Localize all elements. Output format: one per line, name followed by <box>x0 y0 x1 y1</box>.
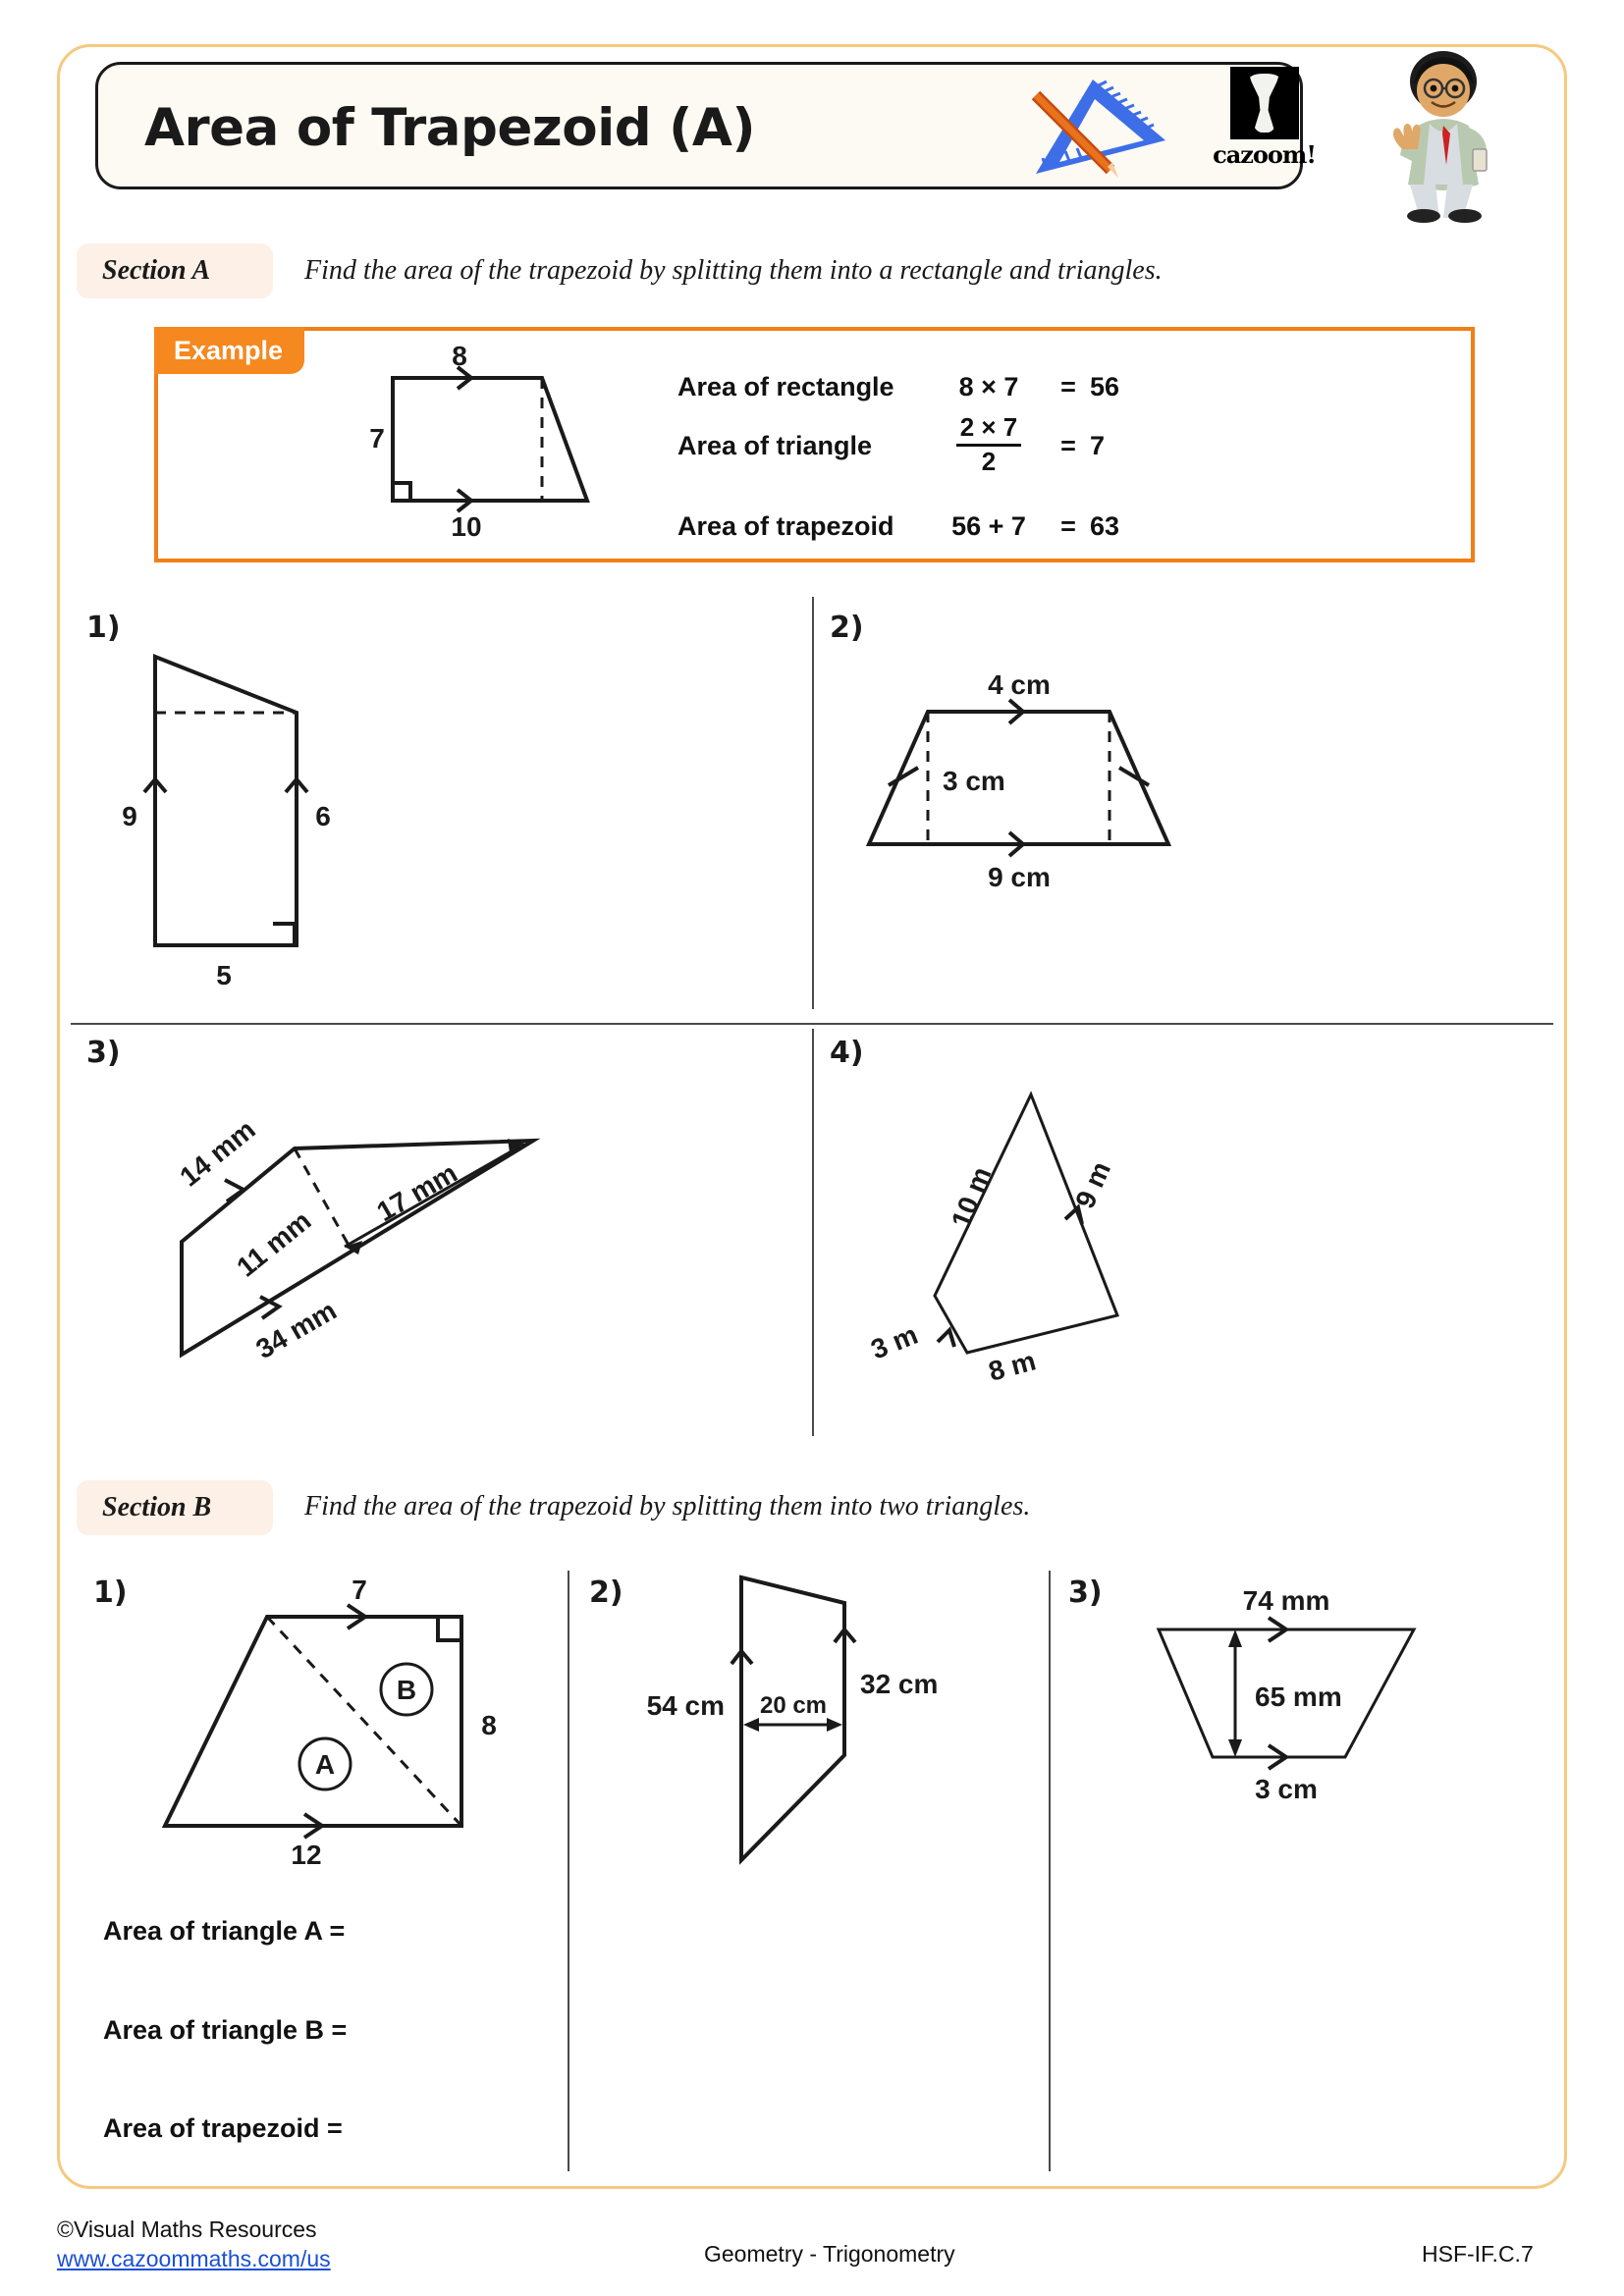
question-b2-right-label: 32 cm <box>860 1669 939 1699</box>
question-b2-shape <box>609 1556 1021 1890</box>
question-a3-label-a: 14 mm <box>174 1113 261 1193</box>
section-b-label: Section B <box>102 1492 212 1522</box>
question-a3-label-b: 11 mm <box>231 1204 317 1283</box>
question-a4-label-a: 10 m <box>945 1162 998 1233</box>
question-b1-bottom-label: 12 <box>291 1840 322 1870</box>
answer-line-trapezoid: Area of trapezoid = <box>103 2113 343 2143</box>
eq-sign-triangle: = <box>1060 430 1076 460</box>
page-title: Area of Trapezoid (A) <box>144 98 756 158</box>
question-b1-shape <box>137 1575 530 1880</box>
question-a1-number: 1) <box>86 611 121 645</box>
eq-fraction-triangle <box>956 414 1022 475</box>
question-a4-label-b: 9 m <box>1069 1156 1117 1213</box>
divider-vertical-b-1 <box>568 1571 569 2171</box>
question-b1-top-label: 7 <box>352 1575 367 1605</box>
section-a-pill <box>77 243 273 298</box>
footer-website-link[interactable]: www.cazoommaths.com/us <box>57 2246 331 2271</box>
eq-label-triangle: Area of triangle <box>677 430 873 460</box>
example-left-label: 7 <box>369 423 385 454</box>
eq-fraction-numerator: 2 × 7 <box>956 414 1022 446</box>
question-a2-height-label: 3 cm <box>943 766 1005 796</box>
section-a-label: Section A <box>102 255 211 286</box>
question-b1-triangle-a-label: A <box>314 1749 336 1780</box>
example-equations <box>677 363 1227 550</box>
question-b3-height-label: 65 mm <box>1255 1682 1342 1712</box>
question-b3-bottom-label: 3 cm <box>1255 1774 1318 1804</box>
question-b2-left-label: 54 cm <box>646 1690 725 1721</box>
eq-value-triangle: 7 <box>1090 430 1106 460</box>
footer-topic: Geometry - Trigonometry <box>704 2241 955 2267</box>
eq-value-rectangle: 56 <box>1090 371 1120 401</box>
question-a2-number: 2) <box>830 611 864 645</box>
equation-row-trapezoid <box>677 503 1227 550</box>
question-a2-bottom-label: 9 cm <box>988 862 1051 892</box>
section-b-pill <box>77 1480 273 1535</box>
question-a4-label-d: 8 m <box>985 1345 1040 1387</box>
question-a1-bottom-label: 5 <box>216 960 232 990</box>
divider-horizontal-a <box>71 1023 1553 1025</box>
question-a3-number: 3) <box>86 1036 121 1070</box>
question-a1-shape <box>108 643 422 996</box>
eq-sign-trapezoid: = <box>1060 510 1076 541</box>
eq-value-trapezoid: 63 <box>1090 510 1120 541</box>
eq-label-rectangle: Area of rectangle <box>677 371 894 401</box>
divider-vertical-a-top <box>812 597 814 1009</box>
equation-row-rectangle <box>677 363 1227 410</box>
eq-expr-trapezoid: 56 + 7 <box>951 510 1026 541</box>
question-a3-shape <box>93 1070 584 1394</box>
question-b3-shape <box>1100 1561 1512 1855</box>
question-a3-label-d: 34 mm <box>250 1294 342 1365</box>
eq-fraction-denominator: 2 <box>981 446 997 476</box>
student-mascot-icon <box>1375 39 1512 226</box>
footer-copyright-block <box>57 2216 331 2272</box>
answer-line-triangle-a: Area of triangle A = <box>103 1916 346 1946</box>
question-a2-shape <box>844 653 1257 947</box>
footer-standard-code: HSF-IF.C.7 <box>1422 2241 1534 2267</box>
answer-line-triangle-b: Area of triangle B = <box>103 2015 348 2045</box>
divider-vertical-a-bottom <box>812 1029 814 1436</box>
example-shape <box>363 341 658 550</box>
question-b1-number: 1) <box>93 1575 128 1610</box>
cazoom-logo <box>1213 67 1316 183</box>
question-b2-number: 2) <box>589 1575 623 1610</box>
question-a4-label-c: 3 m <box>866 1318 922 1365</box>
question-b2-width-label: 20 cm <box>759 1692 828 1719</box>
question-b1-triangle-b-label: B <box>396 1675 417 1705</box>
question-b1-right-label: 8 <box>481 1710 497 1740</box>
question-a1-right-label: 6 <box>315 801 331 831</box>
setsquare-pencil-icon <box>1016 74 1173 182</box>
section-a-instruction: Find the area of the trapezoid by splitting them into a rectangle and triangles. <box>304 255 1163 286</box>
cazoom-wordmark: cazoom! <box>1213 140 1316 169</box>
question-a2-top-label: 4 cm <box>988 669 1051 700</box>
example-tag <box>154 327 304 374</box>
eq-label-trapezoid: Area of trapezoid <box>677 510 894 541</box>
eq-sign-rectangle: = <box>1060 371 1076 401</box>
question-b3-top-label: 74 mm <box>1242 1585 1330 1616</box>
section-b-instruction: Find the area of the trapezoid by splitting them into two triangles. <box>304 1491 1031 1522</box>
question-a4-shape <box>844 1065 1237 1399</box>
question-a4-number: 4) <box>830 1036 864 1070</box>
footer-copyright: ©Visual Maths Resources <box>57 2216 317 2242</box>
question-b3-number: 3) <box>1068 1575 1103 1610</box>
example-top-label: 8 <box>452 341 467 371</box>
cazoom-vase-icon <box>1230 67 1299 139</box>
eq-expr-rectangle: 8 × 7 <box>958 371 1019 401</box>
divider-vertical-b-2 <box>1049 1571 1051 2171</box>
question-a3-label-c: 17 mm <box>371 1156 462 1228</box>
equation-row-triangle <box>677 410 1227 481</box>
example-bottom-label: 10 <box>451 511 482 542</box>
question-a1-left-label: 9 <box>122 801 137 831</box>
example-label: Example <box>174 335 284 365</box>
